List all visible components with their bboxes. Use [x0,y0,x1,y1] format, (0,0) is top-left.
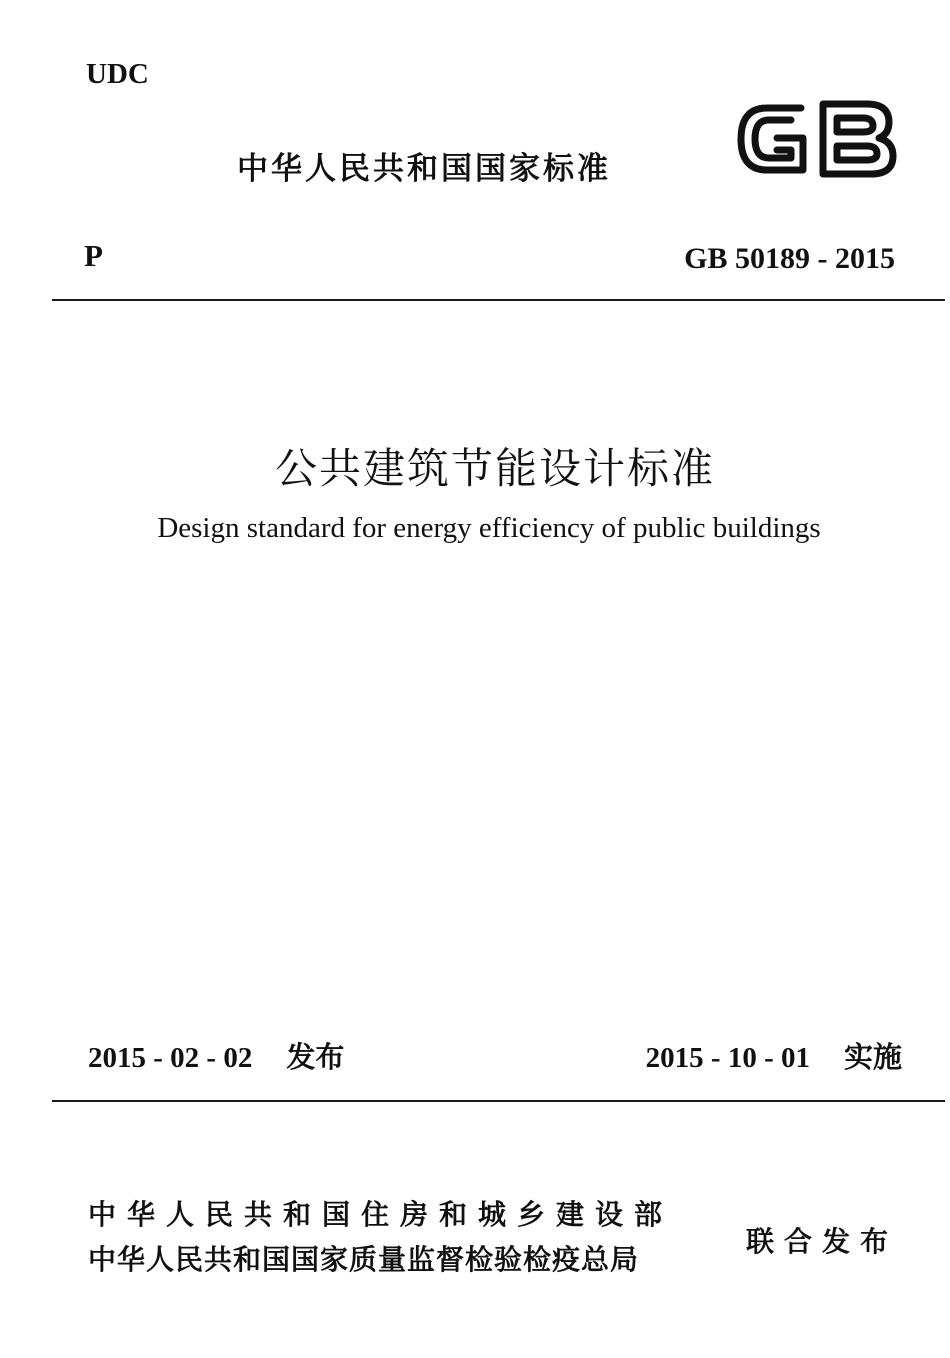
national-standard-title: 中华人民共和国国家标准 [237,151,611,187]
joint-release-label: 联合发布 [746,1225,899,1258]
top-divider [52,299,945,301]
issuer-ministry-housing: 中华人民共和国住房和城乡建设部 [88,1198,674,1231]
release-label: 发布 [286,1040,345,1074]
udc-label: UDC [86,58,149,90]
release-info [88,1035,344,1076]
effective-label: 实施 [843,1040,902,1074]
effective-info [646,1035,902,1076]
effective-date: 2015 - 10 - 01 [645,1042,810,1074]
release-date: 2015 - 02 - 02 [88,1042,253,1074]
bottom-divider [52,1100,945,1102]
issuer-aqsiq: 中华人民共和国国家质量监督检验检疫总局 [88,1243,640,1276]
gb-logo [733,96,899,182]
title-english: Design standard for energy efficiency of public buildings [157,512,821,544]
title-chinese: 公共建筑节能设计标准 [274,444,715,493]
standard-number: GB 50189 - 2015 [684,242,895,275]
classification-code: P [84,238,103,273]
